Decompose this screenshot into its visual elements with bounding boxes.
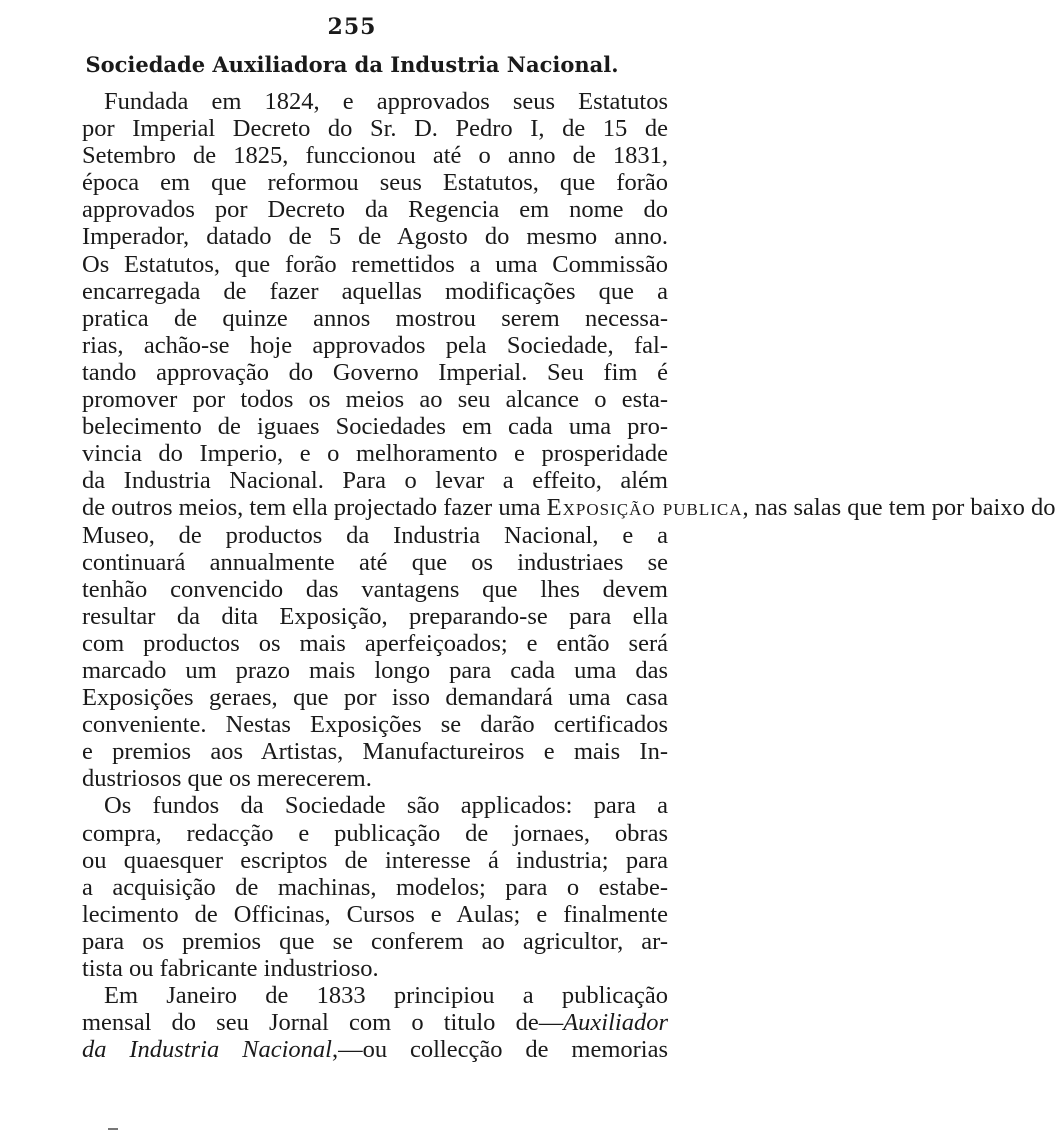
text-line: Os Estatutos, que forão remettidos a uma Commissão — [82, 250, 668, 278]
text-line: vincia do Imperio, e o melhoramento e prosperidade — [82, 440, 668, 468]
text-line: Os fundos da Sociedade são applicados: para a — [104, 792, 668, 820]
page-number: 255 — [327, 14, 377, 40]
text-line: belecimento de iguaes Sociedades em cada uma pro- — [82, 413, 668, 441]
text-line: da Industria Nacional. Para o levar a effeito, além — [82, 467, 668, 495]
text-fragment: mensal do seu Jornal com o titulo de— — [82, 1009, 564, 1037]
paragraph — [82, 88, 1055, 793]
text-line: Fundada em 1824, e approvados seus Estatutos — [104, 88, 668, 115]
text-line: Setembro de 1825, funccionou até o anno de 1831, — [82, 142, 668, 170]
text-line: approvados por Decreto da Regencia em nome do — [82, 196, 668, 224]
text-line: compra, redacção e publicação de jornaes, obras — [82, 819, 668, 847]
text-line: Em Janeiro de 1833 principiou a publicação — [104, 982, 668, 1010]
italic-title: da Industria Nacional — [82, 1036, 332, 1064]
text-line: tenhão convencido das vantagens que lhes devem — [82, 575, 668, 603]
text-line: marcado um prazo mais longo para cada uma das — [82, 656, 668, 684]
text-line: resultar da dita Exposição, preparando-se para ella — [82, 602, 668, 630]
text-line: conveniente. Nestas Exposições se darão certificados — [82, 711, 668, 739]
body-text — [82, 88, 1055, 1064]
text-line: ou quaesquer escriptos de interesse á industria; para — [82, 846, 668, 874]
text-fragment: ,—ou collecção de memorias — [331, 1036, 668, 1064]
text-line: encarregada de fazer aquellas modificações que a — [82, 277, 668, 305]
text-line — [82, 494, 1055, 522]
ink-mark — [108, 1128, 118, 1130]
text-line: lecimento de Officinas, Cursos e Aulas; e finalmente — [82, 900, 668, 928]
paragraph — [82, 792, 668, 982]
text-line: continuará annualmente até que os industriaes se — [82, 548, 668, 576]
text-line: pratica de quinze annos mostrou serem necessa- — [82, 304, 668, 332]
text-line: para os premios que se conferem ao agricultor, ar- — [82, 927, 668, 955]
text-line: rias, achão-se hoje approvados pela Sociedade, fal- — [82, 331, 668, 359]
text-line: tando approvação do Governo Imperial. Seu fim é — [82, 358, 668, 386]
text-line: com productos os mais aperfeiçoados; e então será — [82, 629, 668, 657]
text-line: promover por todos os meios ao seu alcance o esta- — [82, 386, 668, 414]
text-fragment: , nas salas que tem por baixo do — [742, 494, 1055, 522]
text-line: por Imperial Decreto do Sr. D. Pedro I, de 15 de — [82, 115, 668, 143]
text-line — [82, 1009, 668, 1036]
italic-title: Auxiliador — [563, 1009, 668, 1037]
section-heading: Sociedade Auxiliadora da Industria Nacional. — [85, 52, 619, 77]
text-line: dustriosos que os merecerem. — [82, 765, 372, 793]
text-line: tista ou fabricante industrioso. — [82, 955, 379, 982]
small-caps-phrase: Exposição publica — [546, 494, 743, 522]
text-line: época em que reformou seus Estatutos, que forão — [82, 169, 668, 197]
paragraph — [82, 982, 668, 1063]
text-line: e premios aos Artistas, Manufactureiros e mais In- — [82, 738, 668, 766]
text-line: Exposições geraes, que por isso demandará uma casa — [82, 684, 668, 712]
text-fragment: de outros meios, tem ella projectado fazer uma — [82, 494, 547, 522]
text-line: a acquisição de machinas, modelos; para o estabe- — [82, 873, 668, 901]
text-line: Imperador, datado de 5 de Agosto do mesmo anno. — [82, 223, 668, 251]
text-line — [82, 1036, 668, 1063]
text-line: Museo, de productos da Industria Nacional, e a — [82, 521, 668, 549]
